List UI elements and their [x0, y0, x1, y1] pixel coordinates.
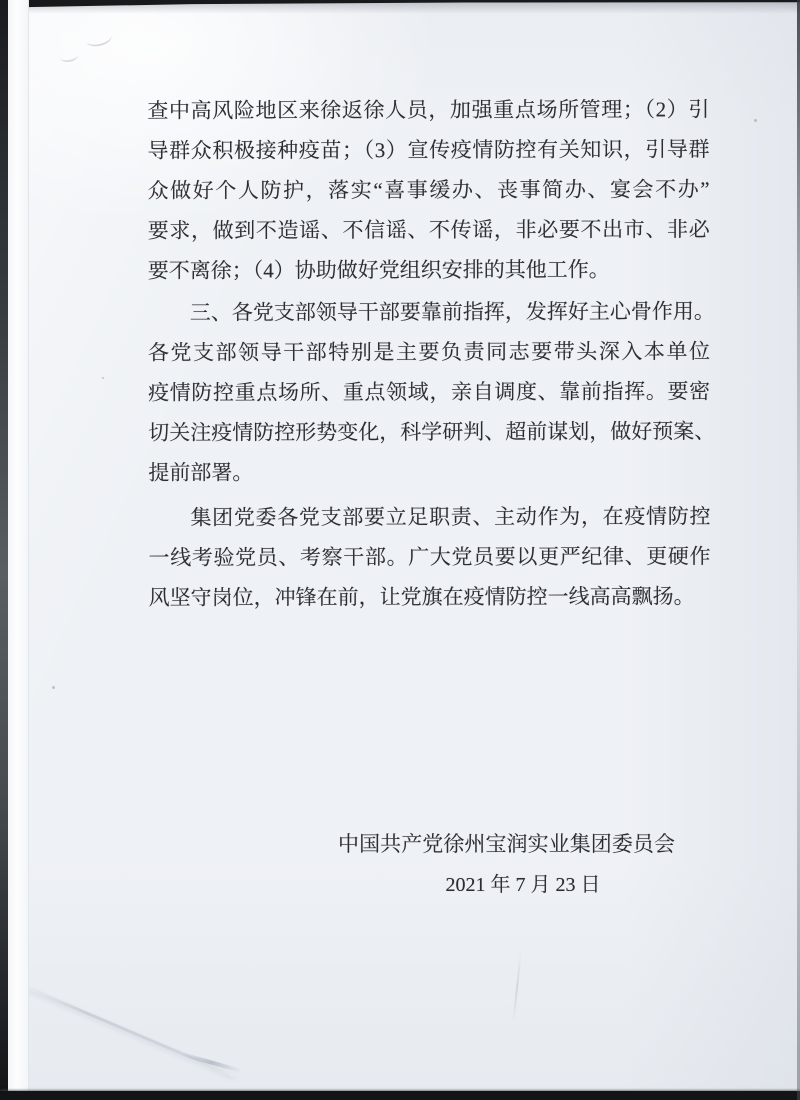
body-line: 集团党委各党支部要立足职责、主动作为，在疫情防控	[190, 504, 711, 530]
body-line: 导群众积极接种疫苗；（3）宣传疫情防控有关知识，引导群	[147, 137, 710, 163]
dust-speck	[754, 119, 757, 122]
body-line: 疫情防控重点场所、重点领域，亲自调度、靠前指挥。要密	[148, 379, 711, 405]
signature-organization: 中国共产党徐州宝润实业集团委员会	[338, 832, 675, 856]
body-line: 要不离徐；（4）协助做好党组织安排的其他工作。	[147, 257, 610, 283]
body-line: 众做好个人防护，落实“喜事缓办、丧事简办、宴会不办”	[147, 177, 710, 203]
paragraph-closing	[148, 496, 710, 617]
signature-date: 2021 年 7 月 23 日	[445, 874, 601, 896]
body-line: 查中高风险地区来徐返徐人员，加强重点场所管理；（2）引	[147, 97, 710, 123]
scan-edge-bottom	[0, 1091, 800, 1100]
dust-speck	[102, 377, 104, 379]
paragraph-continuation	[147, 89, 710, 290]
paragraph-section-three	[147, 291, 716, 492]
body-line: 切关注疫情防控形势变化，科学研判、超前谋划，做好预案、	[148, 419, 716, 445]
body-line: 三、各党支部领导干部要靠前指挥，发挥好主心骨作用。	[189, 299, 715, 325]
dust-speck	[52, 686, 55, 689]
body-line: 各党支部领导干部特别是主要负责同志要带头深入本单位	[147, 339, 711, 365]
page-margin-strip	[8, 0, 29, 1100]
body-line: 提前部署。	[148, 460, 254, 485]
body-line: 一线考验党员、考察干部。广大党员要以更严纪律、更硬作	[148, 544, 711, 570]
document-body	[147, 89, 716, 617]
scan-edge-left	[0, 0, 8, 1100]
body-line: 要求，做到不造谣、不信谣、不传谣，非必要不出市、非必	[147, 217, 710, 243]
body-line: 风坚守岗位，冲锋在前，让党旗在疫情防控一线高高飘扬。	[148, 584, 695, 610]
